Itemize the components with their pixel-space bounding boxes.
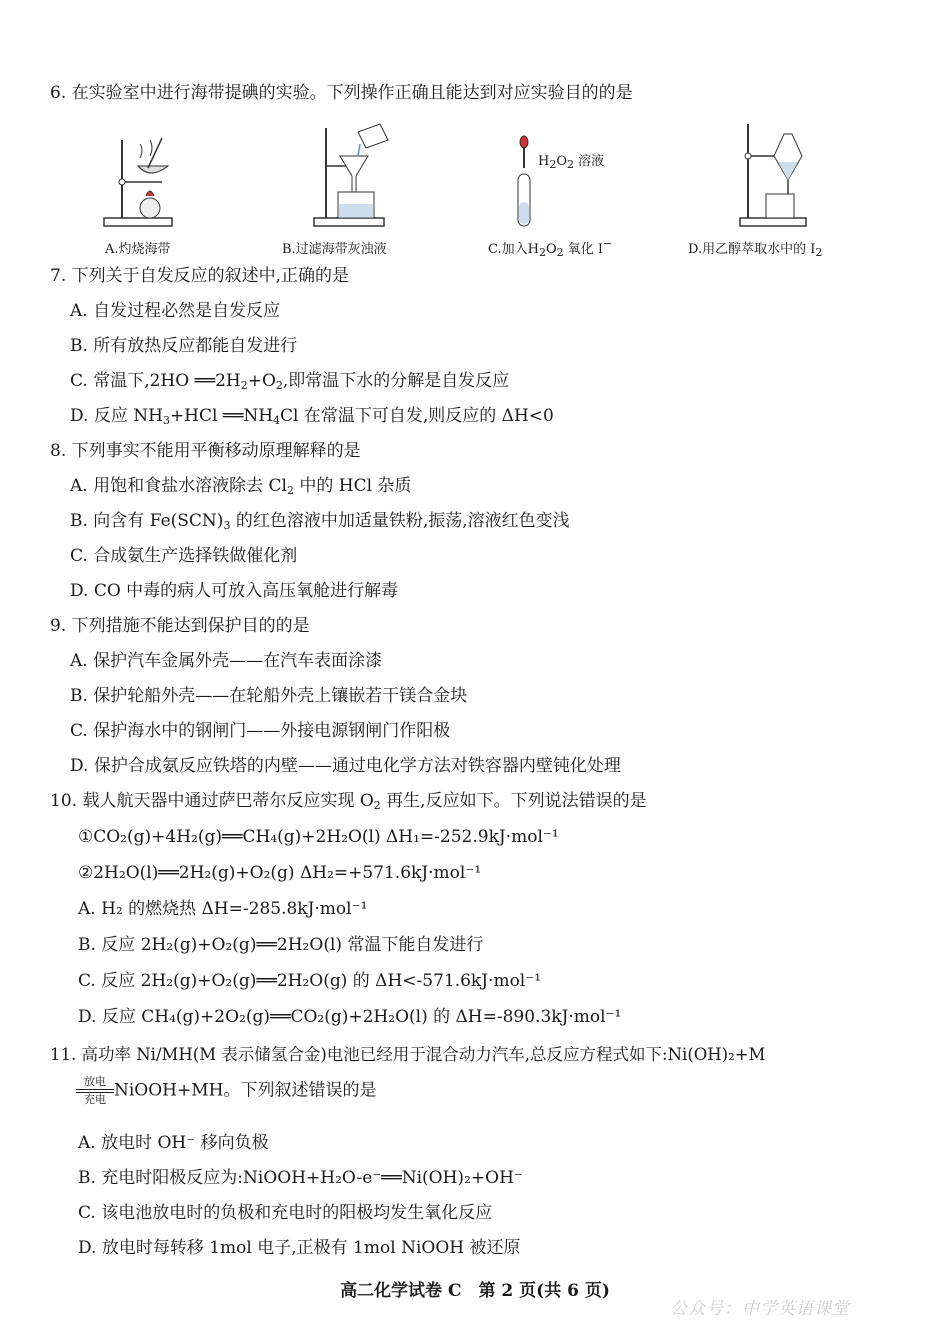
q11-option-c: C. 该电池放电时的负极和充电时的阳极均发生氧化反应 — [78, 1203, 493, 1223]
reversible-arrow: 放电 充电 — [76, 1076, 114, 1106]
figure-d-separatory-funnel — [736, 122, 816, 230]
q11-option-a: A. 放电时 OH⁻ 移向负极 — [78, 1133, 269, 1153]
q9-option-c: C. 保护海水中的钢闸门——外接电源钢闸门作阳极 — [70, 721, 451, 741]
q9-option-d: D. 保护合成氨反应铁塔的内壁——通过电化学方法对铁容器内壁钝化处理 — [70, 756, 621, 776]
q10-option-b: B. 反应 2H₂(g)+O₂(g)══2H₂O(l) 常温下能自发进行 — [78, 935, 484, 955]
q11-stem: 11. 高功率 Ni/MH(M 表示储氢合金)电池已经用于混合动力汽车,总反应方程式如下:Ni(OH)₂+M — [50, 1045, 766, 1064]
q7-option-c: C. 常温下,2HO $══2H_2+O_2$,即常温下水的分解是自发反应 — [70, 371, 510, 392]
caption-c: C.加入$H_2O_2$ 氧化 I− — [488, 237, 613, 259]
q7-option-d: D. 反应 $NH_3+HCl$ $══NH_4Cl$ 在常温下可自发,则反应的 ΔH<0 — [70, 406, 554, 427]
q8-option-b: B. 向含有 $Fe(SCN)_3$ 的红色溶液中加适量铁粉,振荡,溶液红色变浅 — [70, 511, 570, 532]
figure-c-test-tube-dropper — [512, 134, 552, 230]
q8-option-a: A. 用饱和食盐水溶液除去 $Cl_2$ 中的 HCl 杂质 — [70, 476, 412, 497]
q11-option-b: B. 充电时阳极反应为:NiOOH+H₂O-e⁻══Ni(OH)₂+OH⁻ — [78, 1168, 523, 1188]
q8-option-c: C. 合成氨生产选择铁做催化剂 — [70, 546, 298, 566]
q9-option-a: A. 保护汽车金属外壳——在汽车表面涂漆 — [70, 651, 383, 671]
caption-b: B.过滤海带灰浊液 — [282, 242, 387, 257]
q10-reaction-1: ①CO₂(g)+4H₂(g)══CH₄(g)+2H₂O(l) ΔH₁=-252.9kJ·mol⁻¹ — [78, 827, 559, 847]
q9-option-b: B. 保护轮船外壳——在轮船外壳上镶嵌若干镁合金块 — [70, 686, 468, 706]
caption-a: A.灼烧海带 — [105, 242, 171, 257]
q7-stem: 7. 下列关于自发反应的叙述中,正确的是 — [50, 266, 350, 286]
q6-stem: 6. 在实验室中进行海带提碘的实验。下列操作正确且能达到对应实验目的的是 — [50, 83, 633, 103]
q8-option-d: D. CO 中毒的病人可放入高压氧舱进行解毒 — [70, 581, 399, 601]
watermark: 公众号：中学英语课堂 — [670, 1299, 850, 1319]
q7-option-a: A. 自发过程必然是自发反应 — [70, 301, 281, 321]
q11-option-d: D. 放电时每转移 1mol 电子,正极有 1mol NiOOH 被还原 — [78, 1238, 521, 1258]
figure-a-burning-apparatus — [100, 130, 190, 230]
q8-stem: 8. 下列事实不能用平衡移动原理解释的是 — [50, 441, 361, 461]
q11-stem-line2: 放电 充电 NiOOH+MH。下列叙述错误的是 — [54, 1076, 377, 1106]
caption-d: D.用乙醇萃取水中的 $I_2$ — [688, 242, 823, 259]
q10-option-c: C. 反应 2H₂(g)+O₂(g)══2H₂O(g) 的 ΔH<-571.6kJ·mol⁻¹ — [78, 971, 542, 991]
q10-reaction-2: ②2H₂O(l)══2H₂(g)+O₂(g) ΔH₂=+571.6kJ·mol⁻¹ — [78, 863, 482, 883]
figure-b-filtration — [310, 122, 400, 230]
q9-stem: 9. 下列措施不能达到保护目的的是 — [50, 616, 310, 636]
q10-option-d: D. 反应 CH₄(g)+2O₂(g)══CO₂(g)+2H₂O(l) 的 ΔH=-890.3kJ·mol⁻¹ — [78, 1007, 622, 1027]
q7-option-b: B. 所有放热反应都能自发进行 — [70, 336, 298, 356]
q10-option-a: A. H₂ 的燃烧热 ΔH=-285.8kJ·mol⁻¹ — [78, 899, 368, 919]
h2o2-label: 溶液 — [578, 154, 605, 169]
q10-stem: 10. 载人航天器中通过萨巴蒂尔反应实现 $O_2$ 再生,反应如下。下列说法错误的是 — [50, 791, 647, 812]
page-footer: 高二化学试卷 C 第 2 页(共 6 页) — [340, 1281, 610, 1301]
